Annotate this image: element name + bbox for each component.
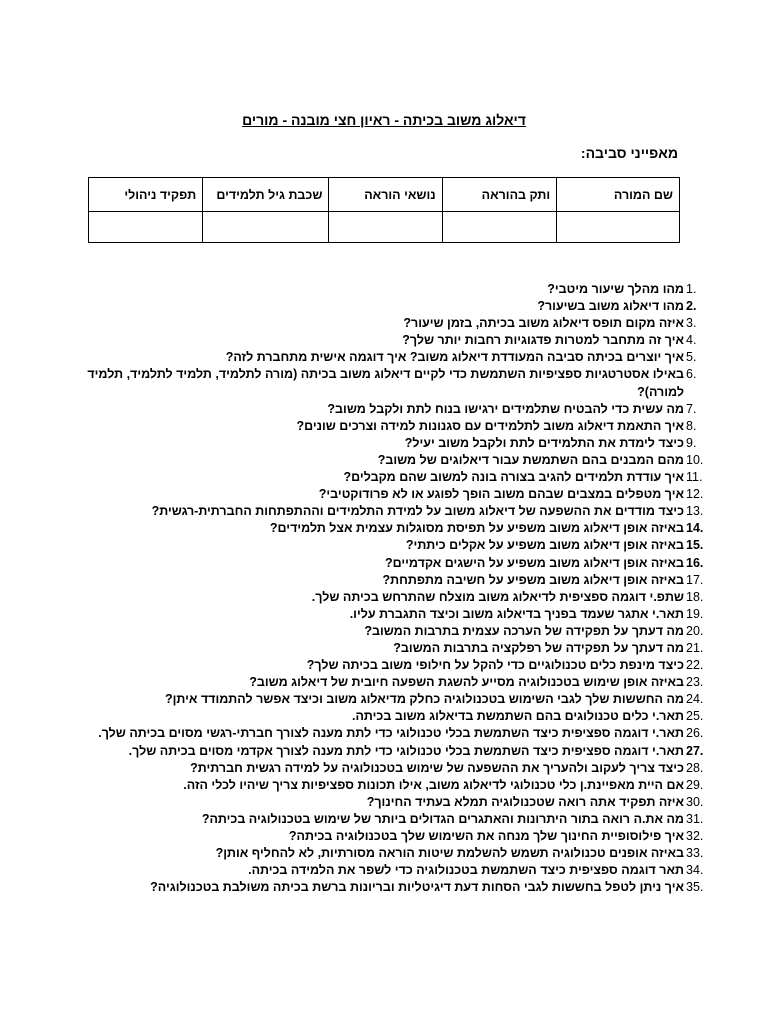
environment-table xyxy=(88,177,680,243)
question-number: 15. xyxy=(686,538,704,553)
section-label: מאפייני סביבה: xyxy=(580,145,678,161)
question-number: 23. xyxy=(686,675,704,690)
question-number: 5. xyxy=(686,350,697,365)
question-text: איך עודדת תלמידים להגיב בצורה בונה למשוב שהם מקבלים? xyxy=(343,470,684,485)
question-number: 10. xyxy=(686,452,704,467)
question-text: מהם המבנים בהם השתמשת עבור דיאלוגים של משוב? xyxy=(377,452,684,467)
question-text: איך ניתן לטפל בחששות לגבי הסחות דעת דיגיטליות ובריונות ברשת בכיתה משולבת בטכנולוגיה? xyxy=(150,880,684,895)
question-number: 16. xyxy=(686,555,704,570)
header-teacher-name: שם המורה xyxy=(557,178,680,212)
question-text: איך זה מתחבר למטרות פדגוגיות רחבות יותר שלך? xyxy=(402,333,684,348)
question-text: מהו מהלך שיעור מיטבי? xyxy=(547,282,684,296)
list-item xyxy=(74,503,704,520)
table-row xyxy=(89,212,680,243)
cell-seniority xyxy=(442,212,557,243)
cell-subjects xyxy=(329,212,442,243)
question-text: באיזה אופן דיאלוג משוב משפיע על הישגים אקדמיים? xyxy=(384,555,684,570)
question-text: אם היית מאפיינת.ן כלי טכנולוגי לדיאלוג משוב, אילו תכונות ספציפיות צריך שיהיו לכלי הזה. xyxy=(183,777,684,792)
question-number: 22. xyxy=(686,658,704,673)
question-text: תאר.י דוגמה ספציפית כיצד השתמשת בכלי טכנולוגי כדי לתת מענה לצורך חברתי-רגשי מסוים בכיתה שלך. xyxy=(98,726,684,741)
question-text: איזה מקום תופס דיאלוג משוב בכיתה, בזמן שיעור? xyxy=(403,316,684,331)
question-number: 4. xyxy=(686,333,697,348)
question-text: כיצד צריך לעקוב ולהעריך את ההשפעה של שימוש בטכנולוגיה על למידה רגשית חברתית? xyxy=(190,760,684,775)
list-item xyxy=(74,281,697,298)
list-item xyxy=(74,828,704,845)
question-text: באילו אסטרטגיות ספציפיות השתמשת כדי לקיים דיאלוג משוב בכיתה (מורה לתלמיד, תלמיד לתלמיד, תלמיד למורה)? xyxy=(87,367,684,399)
list-item xyxy=(74,520,704,537)
header-grade-level: שכבת גיל תלמידים xyxy=(203,178,329,212)
list-item xyxy=(74,760,704,777)
question-text: תאר.י כלים טכנולוגים בהם השתמשת בדיאלוג משוב בכיתה. xyxy=(352,709,684,724)
question-text: שתפ.י דוגמה ספציפית לדיאלוג משוב מוצלח שהתרחש בכיתה שלך. xyxy=(311,589,684,604)
question-text: מה החששות שלך לגבי השימוש בטכנולוגיה כחלק מדיאלוג משוב וכיצד אפשר להתמודד איתן? xyxy=(165,692,684,707)
question-number: 17. xyxy=(686,572,704,587)
question-number: 30. xyxy=(686,794,704,809)
question-text: תאר.י דוגמה ספציפית כיצד השתמשת בכלי טכנולוגי כדי לתת מענה לצורך אקדמי מסוים בכיתה שלך. xyxy=(128,743,684,758)
list-item xyxy=(74,572,704,589)
list-item xyxy=(74,657,704,674)
question-text: מהו דיאלוג משוב בשיעור? xyxy=(537,299,684,314)
list-item xyxy=(74,486,704,503)
question-text: כיצד מינפת כלים טכנולוגיים כדי להקל על חילופי משוב בכיתה שלך? xyxy=(306,658,684,673)
list-item xyxy=(74,691,704,708)
question-text: איך פילוסופיית החינוך שלך מנחה את השימוש שלך בטכנולוגיה בכיתה? xyxy=(288,829,684,843)
question-text: תאר.י אתגר שעמד בפניך בדיאלוג משוב וכיצד התגברת עליו. xyxy=(349,606,684,621)
question-number: 7. xyxy=(686,401,697,416)
header-subjects: נושאי הוראה xyxy=(329,178,442,212)
header-management-role: תפקיד ניהולי xyxy=(89,178,203,212)
list-item xyxy=(74,401,697,418)
list-item xyxy=(74,777,704,794)
question-text: מה דעתך על תפקידה של רפלקציה בתרבות המשוב? xyxy=(393,640,684,655)
question-text: איך יוצרים בכיתה סביבה המעודדת דיאלוג משוב? איך דוגמה אישית מתחברת לזה? xyxy=(225,350,684,365)
table-header-row xyxy=(89,178,680,212)
cell-grade-level xyxy=(203,212,329,243)
question-number: 33. xyxy=(686,846,704,861)
question-number: 6. xyxy=(686,367,697,382)
cell-teacher-name xyxy=(557,212,680,243)
list-item xyxy=(74,555,704,572)
list-item xyxy=(74,366,697,400)
list-item xyxy=(74,452,704,469)
question-number: 12. xyxy=(686,487,704,502)
question-number: 11. xyxy=(686,470,703,485)
question-number: 26. xyxy=(686,726,704,741)
question-number: 9. xyxy=(686,435,697,450)
list-item xyxy=(74,794,704,811)
list-item xyxy=(74,845,704,862)
question-number: 34. xyxy=(686,863,704,878)
question-number: 8. xyxy=(686,418,697,433)
list-item xyxy=(74,469,703,486)
list-item xyxy=(74,708,704,725)
question-text: איזה תפקיד אתה רואה שטכנולוגיה תמלא בעתיד החינוך? xyxy=(366,794,684,809)
question-text: תאר דוגמה ספציפית כיצד השתמשת בטכנולוגיה כדי לשפר את הלמידה בכיתה. xyxy=(248,863,684,878)
question-text: מה עשית כדי להבטיח שתלמידים ירגישו בנוח לתת ולקבל משוב? xyxy=(327,401,684,416)
question-text: באיזה אופן דיאלוג משוב משפיע על חשיבה מתפתחת? xyxy=(382,572,684,587)
list-item xyxy=(74,537,704,554)
question-text: מה דעתך על תפקידה של הערכה עצמית בתרבות המשוב? xyxy=(364,623,684,638)
question-number: 35. xyxy=(686,880,704,895)
list-item xyxy=(74,298,697,315)
question-number: 20. xyxy=(686,623,704,638)
question-number: 19. xyxy=(686,606,704,621)
cell-management-role xyxy=(89,212,203,243)
document-title: דיאלוג משוב בכיתה - ראיון חצי מובנה - מורים xyxy=(242,112,526,128)
question-text: באיזה אופן דיאלוג משוב משפיע על אקלים כיתתי? xyxy=(405,538,684,553)
list-item xyxy=(74,589,704,606)
question-list xyxy=(74,281,704,896)
question-number: 18. xyxy=(686,589,704,604)
question-number: 27. xyxy=(686,743,704,758)
list-item xyxy=(74,606,704,623)
list-item xyxy=(74,349,697,366)
question-text: כיצד מודדים את ההשפעה של דיאלוג משוב על למידת התלמידים וההתפתחות החברתית-רגשית? xyxy=(151,504,684,519)
list-item xyxy=(74,332,697,349)
list-item xyxy=(74,674,704,691)
list-item xyxy=(74,640,704,657)
question-number: 13. xyxy=(686,504,704,519)
list-item xyxy=(74,725,704,742)
question-text: כיצד לימדת את התלמידים לתת ולקבל משוב יעיל? xyxy=(404,435,684,450)
list-item xyxy=(74,418,697,435)
list-item xyxy=(74,879,704,896)
question-number: 14. xyxy=(686,521,704,536)
question-number: 21. xyxy=(686,640,704,655)
question-number: 3. xyxy=(686,316,697,331)
question-number: 24. xyxy=(686,692,704,707)
question-number: 29. xyxy=(686,777,704,792)
question-text: איך התאמת דיאלוג משוב לתלמידים עם סגנונות למידה וצרכים שונים? xyxy=(296,418,684,433)
question-number: 28. xyxy=(686,760,704,775)
question-text: איך מטפלים במצבים שבהם משוב הופך לפוגע או לא פרודוקטיבי? xyxy=(318,487,684,502)
question-text: באיזה אופן שימוש בטכנולוגיה מסייע להשגת השפעה חיובית של דיאלוג משוב? xyxy=(249,675,684,690)
question-text: באיזה אופן דיאלוג משוב משפיע על תפיסת מסוגלות עצמית אצל תלמידים? xyxy=(269,521,684,536)
question-number: 1. xyxy=(686,282,697,296)
list-item xyxy=(74,811,704,828)
question-number: 25. xyxy=(686,709,704,724)
question-text: באיזה אופנים טכנולוגיה תשמש להשלמת שיטות הוראה מסורתיות, לא להחליף אותן? xyxy=(215,846,684,861)
question-number: 2. xyxy=(686,299,697,314)
question-text: מה את.ה רואה בתור היתרונות והאתגרים הגדולים ביותר של שימוש בטכנולוגיה בכיתה? xyxy=(201,811,684,826)
question-number: 31. xyxy=(686,811,704,826)
list-item xyxy=(74,435,697,452)
list-item xyxy=(74,862,704,879)
list-item xyxy=(74,315,697,332)
list-item xyxy=(74,743,704,760)
question-number: 32. xyxy=(686,829,704,843)
header-seniority: ותק בהוראה xyxy=(442,178,557,212)
list-item xyxy=(74,623,704,640)
